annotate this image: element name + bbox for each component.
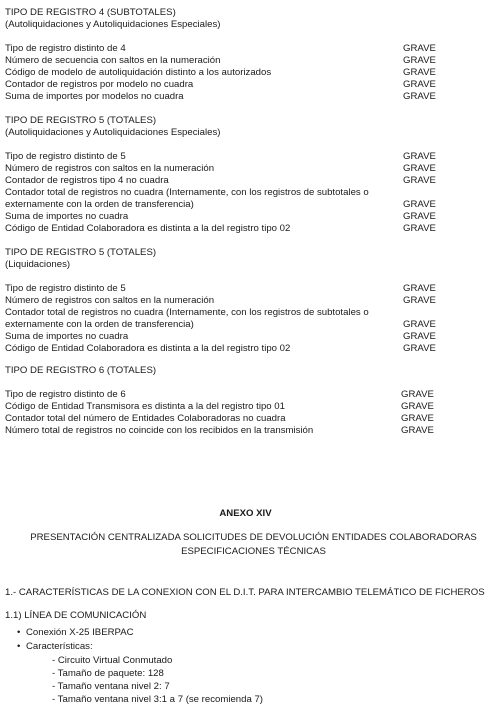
validation-row: Tipo de registro distinto de 6 GRAVE: [5, 389, 434, 400]
validation-row: Código de Entidad Colaboradora es distinta a la del registro tipo 02 GRAVE: [5, 343, 436, 354]
validation-row: Tipo de registro distinto de 5 GRAVE: [5, 151, 436, 162]
section-heading: 1.- CARACTERÍSTICAS DE LA CONEXION CON EL D.I.T. PARA INTERCAMBIO TELEMÁTICO DE FICHEROS: [5, 587, 485, 598]
validation-row: Contador total del número de Entidades Colaboradoras no cuadra GRAVE: [5, 413, 434, 424]
validation-row: Suma de importes no cuadra GRAVE: [5, 211, 436, 222]
annex-subtitle: PRESENTACIÓN CENTRALIZADA SOLICITUDES DE DEVOLUCIÓN ENTIDADES COLABORADORAS: [30, 532, 477, 543]
section-title: TIPO DE REGISTRO 5 (TOTALES): [5, 115, 157, 126]
severity-label: GRAVE: [403, 151, 436, 162]
section-registro-5-liquidaciones: [5, 247, 435, 355]
sub-list-item: - Tamaño ventana nivel 3:1 a 7 (se recomienda 7): [52, 694, 264, 705]
severity-label: GRAVE: [401, 389, 434, 400]
severity-label: GRAVE: [403, 175, 436, 186]
validation-row: Número de registros con saltos en la numeración GRAVE: [5, 295, 436, 306]
severity-label: GRAVE: [403, 283, 436, 294]
sub-list-item: - Circuito Virtual Conmutado: [52, 655, 173, 666]
severity-label: GRAVE: [403, 319, 436, 330]
validation-row: Número de secuencia con saltos en la numeración GRAVE: [5, 55, 436, 66]
severity-label: GRAVE: [401, 401, 434, 412]
list-item: • Características:: [17, 641, 93, 652]
validation-row: Contador de registros tipo 4 no cuadra GRAVE: [5, 175, 436, 186]
sub-list-item: - Tamaño de paquete: 128: [52, 668, 164, 679]
section-registro-5-autoliquidaciones: [5, 115, 435, 235]
annex-subtitle-2: ESPECIFICACIONES TÉCNICAS: [181, 546, 326, 557]
validation-row: Número de registros con saltos en la numeración GRAVE: [5, 163, 436, 174]
severity-label: GRAVE: [403, 223, 436, 234]
validation-row: Tipo de registro distinto de 5 GRAVE: [5, 283, 436, 294]
severity-label: GRAVE: [403, 79, 436, 90]
severity-label: GRAVE: [401, 425, 434, 436]
severity-label: GRAVE: [403, 91, 436, 102]
severity-label: GRAVE: [403, 43, 436, 54]
section-registro-6: [5, 365, 435, 437]
validation-row: Contador total de registros no cuadra (Internamente, con los registros de subtotales o externamente con la orden de transferencia) GRAVE: [5, 307, 436, 330]
validation-row: Suma de importes por modelos no cuadra GRAVE: [5, 91, 436, 102]
severity-label: GRAVE: [403, 295, 436, 306]
section-subtitle: (Autoliquidaciones y Autoliquidaciones Especiales): [5, 19, 221, 30]
severity-label: GRAVE: [403, 55, 436, 66]
validation-row: Tipo de registro distinto de 4 GRAVE: [5, 43, 436, 54]
severity-label: GRAVE: [403, 331, 436, 342]
section-subtitle: (Autoliquidaciones y Autoliquidaciones Especiales): [5, 127, 221, 138]
sub-list-item: - Tamaño ventana nivel 2: 7: [52, 681, 170, 692]
validation-row: Contador total de registros no cuadra (Internamente, con los registros de subtotales o externamente con la orden de transferencia) GRAVE: [5, 187, 436, 210]
severity-label: GRAVE: [403, 199, 436, 210]
validation-row: Código de modelo de autoliquidación distinto a los autorizados GRAVE: [5, 67, 436, 78]
validation-row: Código de Entidad Transmisora es distinta a la del registro tipo 01 GRAVE: [5, 401, 434, 412]
list-item: • Conexión X-25 IBERPAC: [17, 627, 134, 638]
subsection-heading: 1.1) LÍNEA DE COMUNICACIÓN: [5, 610, 147, 621]
severity-label: GRAVE: [403, 67, 436, 78]
severity-label: GRAVE: [403, 343, 436, 354]
validation-row: Suma de importes no cuadra GRAVE: [5, 331, 436, 342]
validation-row: Número total de registros no coincide con los recibidos en la transmisión GRAVE: [5, 425, 434, 436]
section-title: TIPO DE REGISTRO 5 (TOTALES): [5, 247, 157, 258]
section-subtitle: (Liquidaciones): [5, 259, 71, 270]
bullet-icon: •: [17, 627, 21, 638]
severity-label: GRAVE: [401, 413, 434, 424]
annex-title: ANEXO XIV: [219, 508, 272, 519]
validation-row: Contador de registros por modelo no cuadra GRAVE: [5, 79, 436, 90]
severity-label: GRAVE: [403, 163, 436, 174]
section-registro-4: [5, 7, 435, 103]
bullet-icon: •: [17, 641, 21, 652]
section-title: TIPO DE REGISTRO 6 (TOTALES): [5, 365, 157, 376]
severity-label: GRAVE: [403, 211, 436, 222]
validation-row: Código de Entidad Colaboradora es distinta a la del registro tipo 02 GRAVE: [5, 223, 436, 234]
section-title: TIPO DE REGISTRO 4 (SUBTOTALES): [5, 7, 176, 18]
